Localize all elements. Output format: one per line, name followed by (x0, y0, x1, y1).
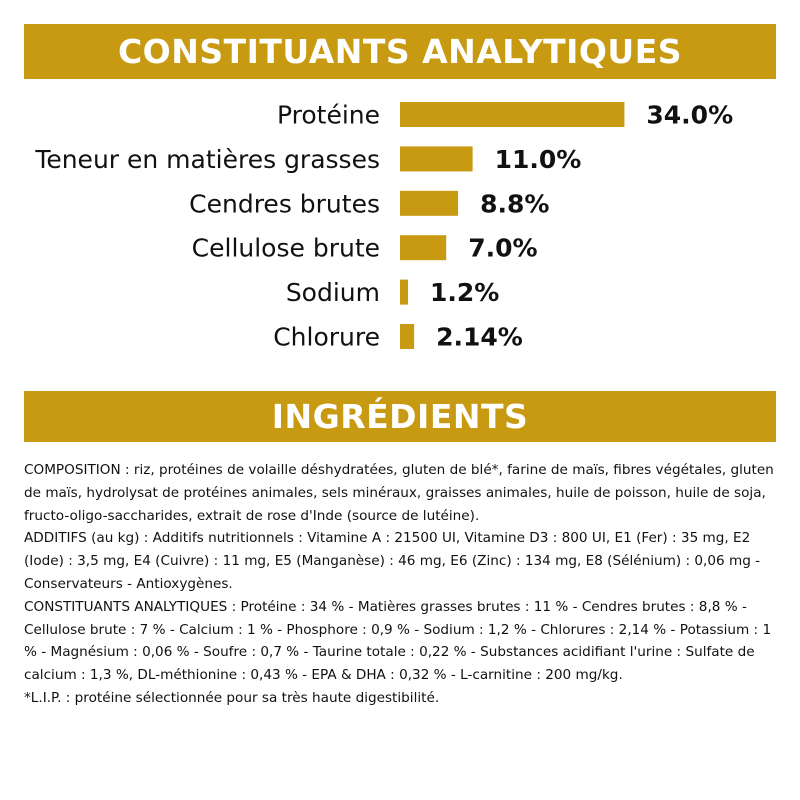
lip-footnote: *L.I.P. : protéine sélectionnée pour sa très haute digestibilité. (24, 689, 440, 706)
value-label: 2.14% (436, 322, 523, 352)
additives-paragraph: ADDITIFS (au kg) : Additifs nutritionnels : Vitamine A : 21500 UI, Vitamine D3 : 800 UI, E1 (Fer) : 35 mg, E2 (Iode) : 3,5 mg, E4 (Cuivre) : 11 mg, E5 (Manganèse) : 46 mg, E6 (Zinc) : 134 mg, E8 (Sélénium) : 0,06 mg - Conservateurs - Antioxygènes. (24, 530, 761, 592)
bar (400, 146, 473, 171)
value-label: 11.0% (494, 144, 582, 174)
bar (400, 235, 446, 260)
bar (400, 191, 458, 216)
analytical-paragraph: CONSTITUANTS ANALYTIQUES : Protéine : 34 % - Matières grasses brutes : 11 % - Cendres brutes : 8,8 % - Cellulose brute : 7 % - Calcium : 1 % - Phosphore : 0,9 % - Sodium : 1,2 % - Chlorures : 2,14 % - Potassium : 1 % - Magnésium : 0,06 % - Soufre : 0,7 % - Taurine totale : 0,22 % - Substances acidifiant l'urine : Sulfate de calcium : 1,3 %, DL-méthionine : 0,43 % - EPA & DHA : 0,32 % - L-carnitine : 200 mg/kg. (24, 598, 772, 684)
category-label: Protéine (276, 100, 380, 130)
value-label: 1.2% (430, 278, 500, 308)
value-label: 8.8% (480, 189, 550, 219)
composition-paragraph: COMPOSITION : riz, protéines de volaille déshydratées, gluten de blé*, farine de maïs, fibres végétales, gluten de maïs, hydrolysat de protéines animales, sels minéraux, graisses animales, huile de poisson, huile de soja, fructo-oligo-saccharides, extrait de rose d'Inde (source de lutéine). (24, 462, 774, 524)
analytical-constituents-banner: CONSTITUANTS ANALYTIQUES (24, 24, 776, 79)
ingredients-banner: INGRÉDIENTS (24, 391, 776, 442)
value-label: 7.0% (468, 233, 538, 263)
bar (400, 102, 624, 127)
category-label: Cellulose brute (191, 233, 380, 263)
bar (400, 324, 414, 349)
value-label: 34.0% (646, 100, 734, 130)
analytical-constituents-chart (0, 90, 800, 370)
category-label: Sodium (285, 278, 380, 308)
category-label: Teneur en matières grasses (35, 144, 380, 174)
category-label: Chlorure (273, 322, 380, 352)
ingredients-text (24, 459, 776, 710)
bar (400, 280, 408, 305)
category-label: Cendres brutes (189, 189, 380, 219)
